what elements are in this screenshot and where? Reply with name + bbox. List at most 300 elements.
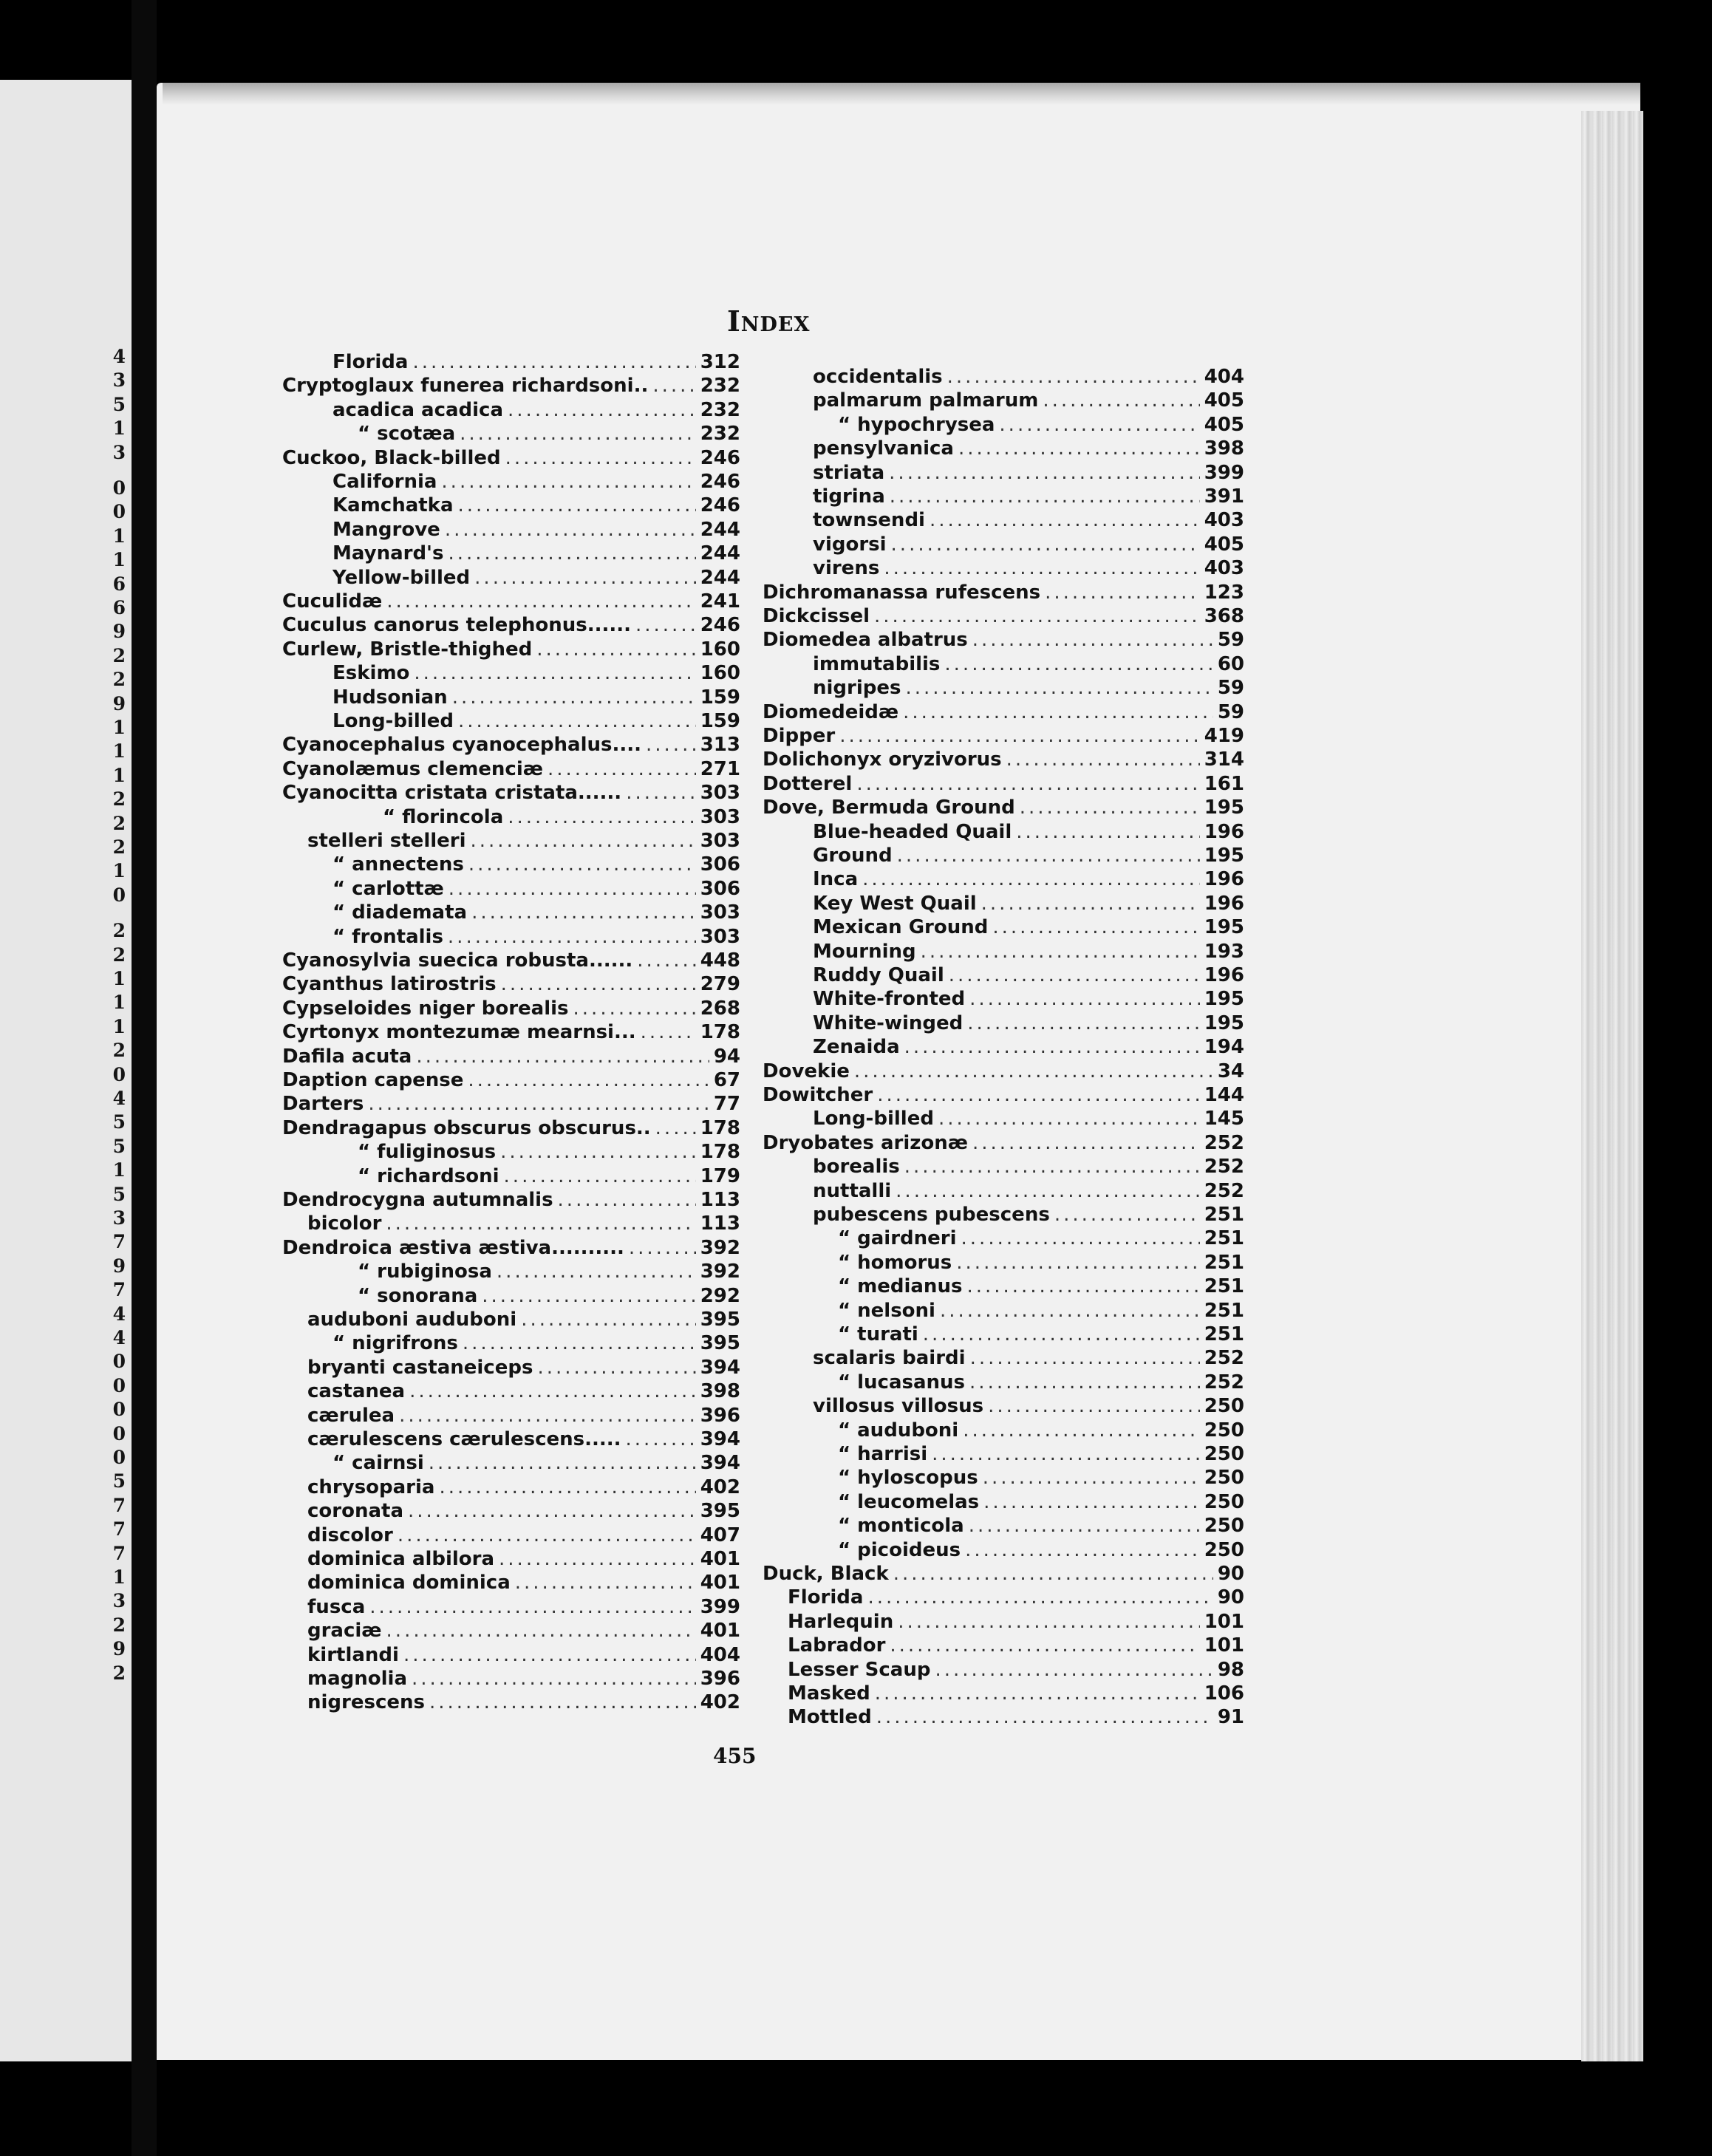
index-term: Dickcissel — [763, 605, 870, 627]
index-entry — [282, 853, 740, 876]
index-term: magnolia — [307, 1668, 407, 1690]
dot-leader — [963, 1419, 1200, 1442]
index-entry — [282, 1571, 740, 1594]
index-page-ref: 250 — [1204, 1419, 1244, 1442]
index-term: Long-billed — [332, 710, 454, 732]
index-term: Dichromanassa rufescens — [763, 581, 1041, 604]
index-page-ref: 251 — [1204, 1251, 1244, 1274]
index-entry — [763, 963, 1244, 987]
index-term: pensylvanica — [813, 437, 954, 460]
index-page-ref: 195 — [1204, 916, 1244, 939]
index-entry — [763, 1419, 1244, 1442]
index-page-ref: 303 — [700, 805, 740, 828]
index-page-ref: 250 — [1204, 1538, 1244, 1561]
dot-leader — [537, 1356, 695, 1379]
index-term: Cryptoglaux funerea richardsoni.. — [282, 375, 649, 398]
index-page-ref: 313 — [700, 734, 740, 757]
left-page-number-fragment: 7 — [112, 1494, 126, 1516]
index-page-ref: 292 — [700, 1284, 740, 1307]
dot-leader — [992, 915, 1199, 939]
left-page-number-fragment: 2 — [112, 669, 126, 691]
index-term: Cyanthus latirostris — [282, 973, 497, 996]
index-entry — [763, 556, 1244, 580]
dot-leader — [412, 350, 695, 374]
index-term: White-winged — [813, 1012, 964, 1034]
left-page-number-fragment: 2 — [112, 1614, 126, 1636]
index-term: Darters — [282, 1093, 364, 1116]
index-entry — [282, 1499, 740, 1523]
dot-leader — [429, 1451, 696, 1475]
index-page-ref: 250 — [1204, 1467, 1244, 1490]
index-entry — [763, 1658, 1244, 1682]
index-term: Lesser Scaup — [788, 1658, 931, 1681]
dot-leader — [637, 949, 696, 972]
index-page-ref: 392 — [700, 1260, 740, 1283]
left-page-number-fragment: 7 — [112, 1231, 126, 1253]
index-page-ref: 403 — [1204, 509, 1244, 532]
index-page-ref: 90 — [1217, 1586, 1244, 1609]
index-entry — [763, 1060, 1244, 1083]
index-entry — [763, 1610, 1244, 1634]
dot-leader — [482, 1284, 695, 1308]
index-term: “ annectens — [332, 853, 464, 876]
index-entry — [282, 781, 740, 805]
dot-leader — [499, 1547, 696, 1571]
left-page-number-fragment: 3 — [112, 1207, 126, 1229]
index-term: cærulea — [307, 1404, 395, 1427]
index-page-ref: 314 — [1204, 748, 1244, 771]
left-page-number-fragment: 0 — [112, 1447, 126, 1468]
index-page-ref: 268 — [700, 997, 740, 1020]
index-entry — [282, 805, 740, 829]
index-page-ref: 145 — [1204, 1108, 1244, 1130]
dot-leader — [412, 1667, 696, 1691]
index-page-ref: 312 — [700, 351, 740, 373]
index-entry — [282, 1356, 740, 1379]
dot-leader — [956, 1251, 1199, 1275]
index-term: Yellow-billed — [332, 566, 471, 589]
index-page-ref: 252 — [1204, 1156, 1244, 1178]
index-entry — [282, 972, 740, 996]
left-page-number-fragment: 1 — [112, 549, 126, 571]
index-term: Long-billed — [813, 1108, 934, 1130]
dot-leader — [898, 1610, 1200, 1634]
index-term: Cuckoo, Black-billed — [282, 446, 501, 469]
dot-leader — [854, 1060, 1213, 1083]
dot-leader — [947, 365, 1200, 389]
dot-leader — [626, 1427, 696, 1451]
index-page-ref: 396 — [700, 1668, 740, 1690]
dot-leader — [626, 781, 696, 805]
dot-leader — [940, 1299, 1200, 1323]
index-page-ref: 251 — [1204, 1299, 1244, 1322]
left-page-number-fragment: 0 — [112, 884, 126, 906]
dot-leader — [949, 963, 1200, 987]
index-page-ref: 271 — [700, 757, 740, 780]
index-term: “ lucasanus — [838, 1371, 966, 1393]
index-page-ref: 394 — [700, 1356, 740, 1379]
index-entry — [282, 1020, 740, 1044]
dot-leader — [641, 1020, 696, 1044]
index-term: Cyanolæmus clemenciæ — [282, 757, 543, 780]
index-entry — [763, 628, 1244, 652]
index-term: bryanti castaneiceps — [307, 1356, 533, 1379]
dot-leader — [449, 877, 696, 901]
dot-leader — [876, 1705, 1213, 1729]
left-page-number-fragment: 7 — [112, 1542, 126, 1564]
index-page-ref: 251 — [1204, 1204, 1244, 1226]
dot-leader — [967, 1012, 1199, 1035]
index-term: “ cairnsi — [332, 1452, 424, 1475]
index-term: acadica acadica — [332, 398, 504, 421]
index-term: Florida — [788, 1586, 864, 1609]
index-entry — [282, 757, 740, 781]
index-entry — [282, 1284, 740, 1308]
index-entry — [763, 940, 1244, 963]
index-entry — [282, 1092, 740, 1116]
index-page-ref: 241 — [700, 590, 740, 613]
dot-leader — [867, 1586, 1213, 1609]
index-entry — [282, 1331, 740, 1355]
index-term: Mexican Ground — [813, 916, 989, 939]
dot-leader — [938, 1107, 1200, 1130]
index-entry — [282, 398, 740, 422]
index-term: Dafila acuta — [282, 1045, 412, 1068]
dot-leader — [386, 1212, 695, 1235]
dot-leader — [896, 1179, 1200, 1203]
index-term: “ leucomelas — [838, 1490, 980, 1513]
index-term: palmarum palmarum — [813, 389, 1039, 412]
index-term: nigripes — [813, 677, 901, 700]
index-page-ref: 392 — [700, 1236, 740, 1259]
index-term: “ picoideus — [838, 1538, 961, 1561]
index-page-ref: 244 — [700, 542, 740, 565]
left-page-number-fragment: 3 — [112, 1590, 126, 1612]
left-page-number-fragment: 0 — [112, 1399, 126, 1421]
index-term: Dotterel — [763, 772, 853, 795]
index-page-ref: 195 — [1204, 1012, 1244, 1034]
index-page-ref: 196 — [1204, 820, 1244, 843]
dot-leader — [500, 1140, 696, 1164]
left-page-number-fragment: 1 — [112, 1015, 126, 1037]
index-term: castanea — [307, 1380, 406, 1403]
index-term: dominica dominica — [307, 1572, 511, 1594]
dot-leader — [505, 446, 696, 470]
left-page-number-fragment: 2 — [112, 1040, 126, 1062]
left-page-number-fragment: 1 — [112, 717, 126, 738]
dot-leader — [448, 925, 696, 949]
index-page-ref: 303 — [700, 925, 740, 948]
index-entry — [282, 374, 740, 398]
index-page-ref: 395 — [700, 1500, 740, 1523]
dot-leader — [969, 987, 1200, 1011]
index-page-ref: 402 — [700, 1691, 740, 1714]
index-entry — [282, 1140, 740, 1164]
index-term: Dendroica æstiva æstiva.......... — [282, 1236, 624, 1259]
index-entry — [763, 365, 1244, 389]
index-page-ref: 246 — [700, 614, 740, 637]
dot-leader — [463, 1331, 696, 1355]
index-term: Dovekie — [763, 1060, 850, 1082]
dot-leader — [904, 1035, 1200, 1059]
left-page-number-fragment: 1 — [112, 968, 126, 989]
dot-leader — [515, 1571, 696, 1594]
index-page-ref: 123 — [1204, 581, 1244, 604]
index-entry — [282, 1308, 740, 1331]
index-page-ref: 250 — [1204, 1395, 1244, 1418]
index-page-ref: 77 — [713, 1093, 740, 1116]
left-page-number-fragment: 2 — [112, 1662, 126, 1684]
index-page-ref: 195 — [1204, 988, 1244, 1011]
index-entry — [282, 949, 740, 972]
index-entry — [763, 1012, 1244, 1035]
index-term: Curlew, Bristle-thighed — [282, 638, 533, 661]
left-page-number-fragment: 2 — [112, 644, 126, 666]
index-page-ref: 252 — [1204, 1179, 1244, 1202]
book-spine — [132, 0, 157, 2156]
index-page-ref: 59 — [1217, 677, 1244, 700]
index-term: Mangrove — [332, 518, 440, 541]
dot-leader — [416, 1045, 709, 1068]
index-page-ref: 405 — [1204, 389, 1244, 412]
index-page-ref: 246 — [700, 494, 740, 517]
dot-leader — [935, 1658, 1213, 1682]
left-page-number-fragment: 0 — [112, 1374, 126, 1396]
dot-leader — [408, 1499, 696, 1523]
index-term: Inca — [813, 868, 859, 891]
index-page-ref: 407 — [700, 1524, 740, 1546]
index-term: “ diademata — [332, 901, 468, 924]
index-entry — [282, 1595, 740, 1619]
index-page-ref: 195 — [1204, 796, 1244, 819]
dot-leader — [558, 1188, 696, 1212]
left-page-number-fragment: 1 — [112, 1159, 126, 1181]
index-entry — [282, 1116, 740, 1140]
dot-leader — [903, 700, 1213, 724]
dot-leader — [999, 413, 1199, 437]
dot-leader — [635, 613, 696, 637]
index-term: dominica albilora — [307, 1548, 495, 1570]
index-term: borealis — [813, 1156, 900, 1178]
index-entry — [763, 1586, 1244, 1609]
dot-leader — [449, 542, 696, 565]
dot-leader — [988, 1394, 1200, 1418]
dot-leader — [471, 901, 696, 924]
index-entry — [763, 1371, 1244, 1394]
index-entry — [282, 661, 740, 685]
index-term: Dowitcher — [763, 1084, 873, 1106]
index-page-ref: 368 — [1204, 605, 1244, 627]
index-entry — [282, 1379, 740, 1403]
dot-leader — [468, 853, 696, 876]
index-term: Labrador — [788, 1634, 886, 1657]
left-page-number-fragment: 5 — [112, 1183, 126, 1205]
index-page-ref: 232 — [700, 398, 740, 421]
index-entry — [282, 1164, 740, 1188]
index-entry — [282, 422, 740, 446]
index-entry — [763, 604, 1244, 628]
index-page-ref: 396 — [700, 1404, 740, 1427]
dot-leader — [508, 398, 696, 422]
index-entry — [282, 1451, 740, 1475]
left-page-number-fragment: 9 — [112, 621, 126, 643]
index-entry — [282, 566, 740, 590]
dot-leader — [965, 1538, 1200, 1562]
left-page-number-fragment: 2 — [112, 812, 126, 834]
index-entry — [282, 518, 740, 542]
index-term: discolor — [307, 1524, 393, 1546]
index-page-ref: 279 — [700, 973, 740, 996]
index-page-ref: 196 — [1204, 964, 1244, 986]
index-entry — [282, 901, 740, 924]
index-page-ref: 101 — [1204, 1634, 1244, 1657]
left-page-number-fragment: 6 — [112, 597, 126, 618]
dot-leader — [981, 892, 1200, 915]
dot-leader — [877, 1083, 1200, 1107]
index-entry — [282, 1212, 740, 1235]
page-top-edge — [163, 83, 1640, 105]
dot-leader — [1006, 748, 1200, 771]
index-page-ref: 98 — [1217, 1658, 1244, 1681]
index-page-ref: 196 — [1204, 868, 1244, 891]
index-term: Mourning — [813, 940, 916, 963]
index-term: tigrina — [813, 485, 885, 508]
index-entry — [282, 590, 740, 613]
index-entry — [282, 829, 740, 853]
index-term: “ auduboni — [838, 1419, 959, 1442]
index-page-ref: 306 — [700, 853, 740, 876]
index-entry — [763, 1035, 1244, 1059]
index-page-ref: 160 — [700, 662, 740, 685]
dot-leader — [930, 508, 1200, 532]
index-term: Harlequin — [788, 1610, 894, 1633]
index-entry — [282, 686, 740, 709]
index-page-ref: 106 — [1204, 1682, 1244, 1705]
index-entry — [282, 1476, 740, 1499]
dot-leader — [1054, 1203, 1200, 1227]
dot-leader — [460, 422, 696, 446]
index-term: fusca — [307, 1595, 366, 1618]
index-term: Cuculus canorus telephonus...... — [282, 614, 631, 637]
dot-leader — [906, 676, 1213, 700]
index-term: coronata — [307, 1500, 403, 1523]
index-page-ref: 251 — [1204, 1323, 1244, 1345]
left-page-number-fragment: 1 — [112, 740, 126, 763]
index-term: “ rubiginosa — [358, 1260, 492, 1283]
index-entry — [763, 1227, 1244, 1250]
index-entry — [763, 533, 1244, 556]
index-entry — [763, 772, 1244, 796]
index-entry — [763, 1634, 1244, 1657]
index-page-ref: 405 — [1204, 533, 1244, 556]
index-entry — [763, 437, 1244, 460]
index-entry — [763, 1394, 1244, 1418]
index-entry — [763, 413, 1244, 437]
index-page-ref: 303 — [700, 782, 740, 805]
index-term: kirtlandi — [307, 1643, 399, 1666]
index-entry — [282, 733, 740, 757]
index-entry — [282, 470, 740, 494]
dot-leader — [452, 686, 696, 709]
index-entry — [282, 1524, 740, 1547]
left-page-number-fragment: 1 — [112, 764, 126, 786]
dot-leader — [958, 437, 1200, 460]
left-page-number-fragment: 5 — [112, 1135, 126, 1157]
index-page-ref: 194 — [1204, 1036, 1244, 1059]
left-page-number-fragment: 9 — [112, 692, 126, 714]
index-page-ref: 196 — [1204, 892, 1244, 915]
dot-leader — [961, 1227, 1200, 1250]
dot-leader — [398, 1524, 696, 1547]
index-page-ref: 91 — [1217, 1706, 1244, 1729]
dot-leader — [874, 604, 1200, 628]
index-entry — [763, 724, 1244, 748]
index-entry — [763, 1538, 1244, 1562]
index-page-ref: 160 — [700, 638, 740, 661]
left-page-number-fragment: 0 — [112, 501, 126, 523]
index-entry — [282, 1260, 740, 1283]
dot-leader — [862, 867, 1200, 891]
dot-leader — [471, 829, 696, 853]
index-term: Cyanosylvia suecica robusta...... — [282, 949, 633, 972]
dot-leader — [891, 533, 1200, 556]
index-entry — [282, 1547, 740, 1571]
dot-leader — [890, 1634, 1199, 1657]
dot-leader — [497, 1260, 696, 1283]
index-page-ref: 59 — [1217, 700, 1244, 723]
dot-leader — [839, 724, 1200, 748]
index-term: Ruddy Quail — [813, 964, 944, 986]
index-entry — [763, 844, 1244, 867]
index-term: bicolor — [307, 1212, 382, 1235]
left-page-number-fragment: 9 — [112, 1638, 126, 1660]
left-page-number-fragment: 5 — [112, 393, 126, 415]
dot-leader — [399, 1404, 696, 1427]
left-page-number-fragment: 3 — [112, 441, 126, 463]
left-page-number-fragment: 2 — [112, 944, 126, 966]
index-entry — [763, 1442, 1244, 1466]
index-term: Dendragapus obscurus obscurus.. — [282, 1116, 651, 1139]
index-page-ref: 195 — [1204, 845, 1244, 867]
index-term: Dolichonyx oryzivorus — [763, 748, 1002, 771]
index-page-ref: 244 — [700, 518, 740, 541]
index-page-ref: 398 — [700, 1380, 740, 1403]
left-page-number-fragment: 7 — [112, 1279, 126, 1301]
index-page-ref: 252 — [1204, 1131, 1244, 1154]
index-page-ref: 246 — [700, 471, 740, 493]
index-page-ref: 401 — [700, 1620, 740, 1642]
index-entry — [763, 1346, 1244, 1370]
index-page-ref: 232 — [700, 423, 740, 446]
dot-leader — [441, 470, 695, 494]
dot-leader — [893, 1562, 1213, 1586]
index-term: “ monticola — [838, 1515, 964, 1538]
dot-leader — [1043, 389, 1199, 412]
index-term: Dryobates arizonæ — [763, 1131, 968, 1154]
index-entry — [763, 892, 1244, 915]
dot-leader — [458, 494, 696, 517]
left-page-number-fragment: 0 — [112, 1422, 126, 1444]
index-entry — [763, 700, 1244, 724]
index-entry — [282, 613, 740, 637]
index-page-ref: 178 — [700, 1116, 740, 1139]
index-page-ref: 399 — [1204, 461, 1244, 484]
index-page-ref: 395 — [700, 1309, 740, 1331]
index-term: “ gairdneri — [838, 1227, 957, 1250]
dot-leader — [439, 1476, 695, 1499]
index-term: “ nigrifrons — [332, 1332, 458, 1355]
index-page-ref: 101 — [1204, 1610, 1244, 1633]
